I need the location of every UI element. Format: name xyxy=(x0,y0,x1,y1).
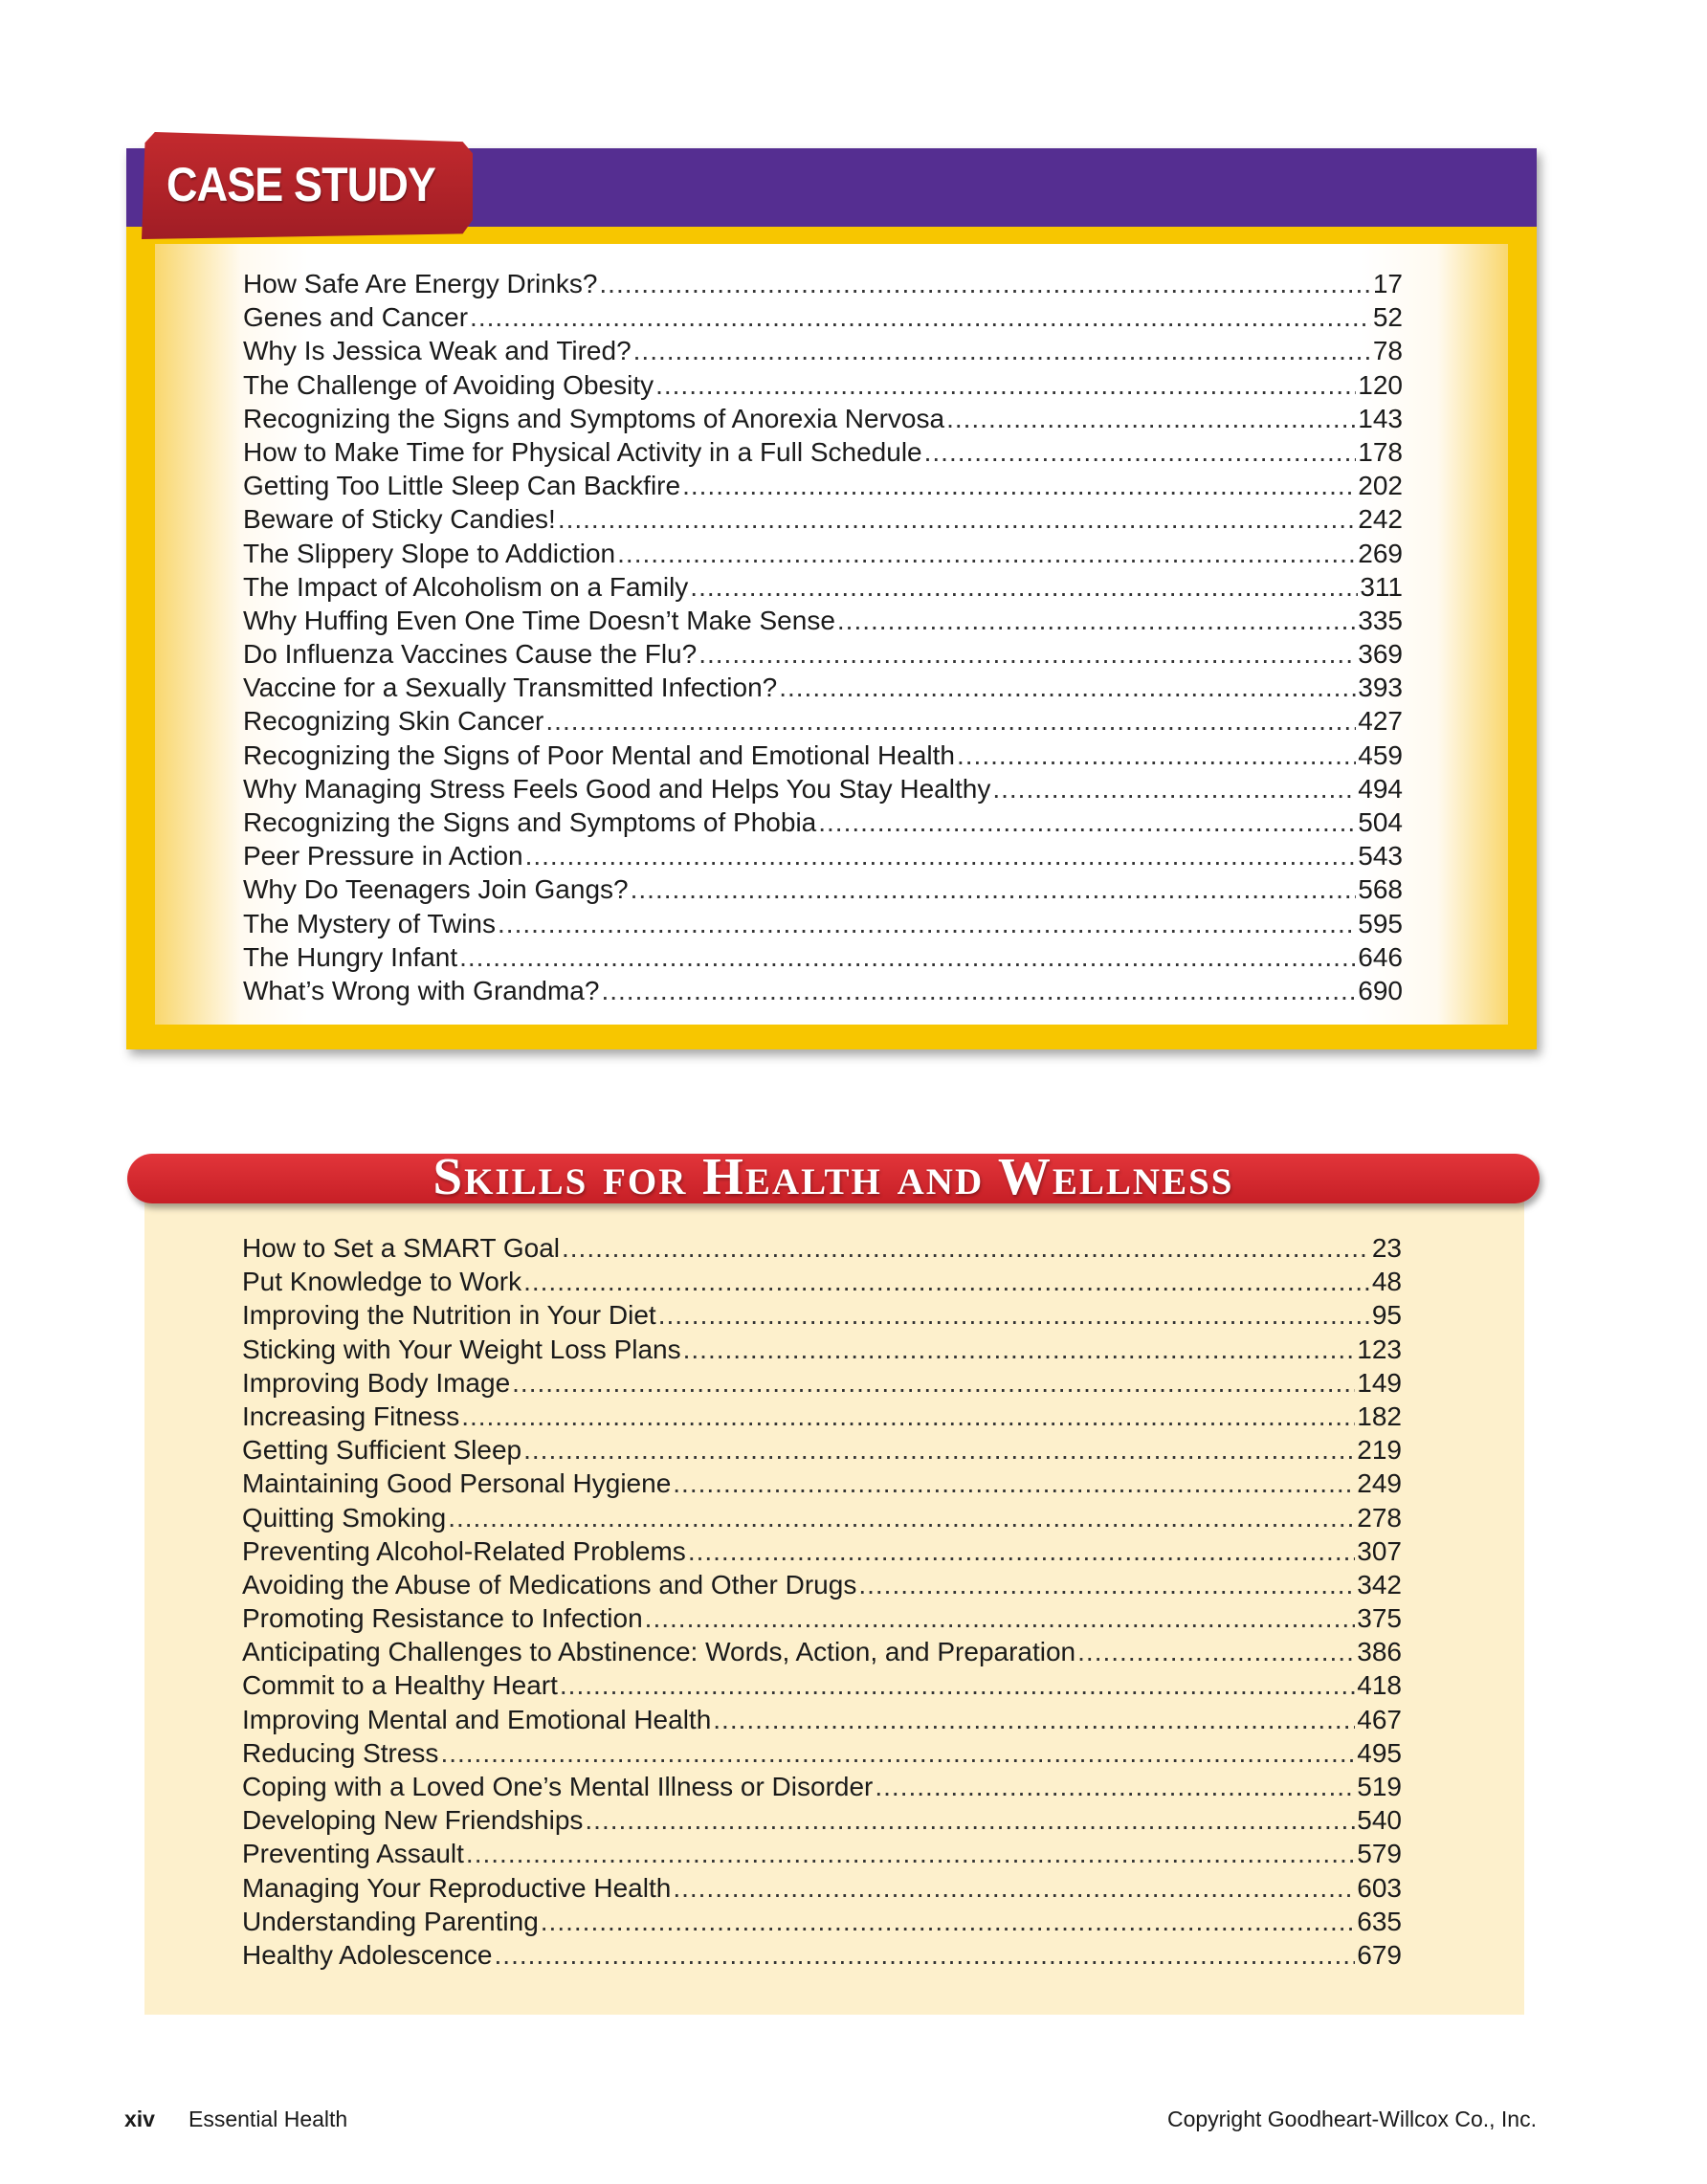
toc-entry-page: 242 xyxy=(1358,504,1403,535)
toc-leader-dots xyxy=(560,1668,1355,1702)
toc-leader-dots xyxy=(683,1333,1356,1366)
toc-entry-title: Promoting Resistance to Infection xyxy=(242,1603,643,1634)
toc-entry-page: 595 xyxy=(1358,908,1403,938)
toc-entry-page: 386 xyxy=(1357,1637,1402,1667)
toc-entry-page: 95 xyxy=(1371,1300,1402,1331)
toc-entry-title: How to Make Time for Physical Activity in a Full Schedule xyxy=(243,436,922,467)
toc-leader-dots xyxy=(818,805,1356,839)
toc-entry xyxy=(243,704,1403,738)
toc-entry-title: Coping with a Loved One’s Mental Illness or Disorder xyxy=(242,1772,874,1801)
skills-list xyxy=(242,1231,1402,1972)
toc-entry-title: Recognizing the Signs and Symptoms of Phobia xyxy=(243,807,817,837)
toc-leader-dots xyxy=(673,1871,1355,1905)
toc-leader-dots xyxy=(633,334,1371,367)
toc-entry-page: 690 xyxy=(1358,975,1403,1005)
toc-leader-dots xyxy=(599,267,1370,300)
toc-entry-page: 249 xyxy=(1357,1468,1402,1499)
toc-entry xyxy=(242,1871,1402,1905)
toc-leader-dots xyxy=(992,772,1356,805)
toc-leader-dots xyxy=(924,435,1357,469)
toc-leader-dots xyxy=(459,940,1356,974)
toc-entry xyxy=(243,502,1403,536)
toc-leader-dots xyxy=(541,1905,1356,1938)
toc-entry-title: Quitting Smoking xyxy=(242,1502,447,1533)
toc-entry xyxy=(242,1333,1402,1366)
toc-leader-dots xyxy=(682,469,1356,502)
toc-leader-dots xyxy=(498,907,1356,940)
toc-entry xyxy=(242,1803,1402,1837)
toc-entry-title: Improving the Nutrition in Your Diet xyxy=(242,1300,656,1331)
toc-entry-page: 182 xyxy=(1357,1401,1402,1431)
toc-entry xyxy=(243,974,1403,1007)
toc-entry-title: Healthy Adolescence xyxy=(242,1939,493,1970)
toc-entry-page: 48 xyxy=(1371,1267,1402,1297)
toc-leader-dots xyxy=(562,1231,1370,1265)
toc-entry xyxy=(242,1265,1402,1298)
toc-leader-dots xyxy=(946,402,1356,435)
toc-entry-page: 52 xyxy=(1372,302,1403,333)
toc-entry xyxy=(242,1703,1402,1736)
toc-leader-dots xyxy=(858,1568,1355,1601)
toc-entry-title: Getting Sufficient Sleep xyxy=(242,1435,522,1466)
toc-entry xyxy=(242,1736,1402,1770)
toc-leader-dots xyxy=(601,974,1356,1007)
toc-entry-title: Why Huffing Even One Time Doesn’t Make Sense xyxy=(243,605,835,635)
book-title: Essential Health xyxy=(188,2107,348,2131)
toc-entry-page: 579 xyxy=(1357,1839,1402,1869)
toc-entry-title: Why Is Jessica Weak and Tired? xyxy=(243,336,632,366)
toc-entry xyxy=(242,1568,1402,1601)
toc-entry xyxy=(243,637,1403,671)
toc-entry-page: 393 xyxy=(1358,673,1403,703)
toc-entry-page: 427 xyxy=(1358,706,1403,737)
toc-leader-dots xyxy=(466,1837,1355,1870)
toc-leader-dots xyxy=(585,1803,1355,1837)
toc-entry xyxy=(243,300,1403,334)
toc-entry-title: Developing New Friendships xyxy=(242,1805,584,1836)
toc-entry-page: 375 xyxy=(1357,1603,1402,1634)
toc-entry-page: 342 xyxy=(1357,1569,1402,1599)
toc-leader-dots xyxy=(525,839,1357,872)
toc-entry-page: 646 xyxy=(1358,941,1403,972)
toc-entry-page: 149 xyxy=(1357,1367,1402,1398)
toc-entry-page: 202 xyxy=(1358,471,1403,501)
toc-entry-title: The Hungry Infant xyxy=(243,941,458,972)
toc-entry-title: How to Set a SMART Goal xyxy=(242,1233,560,1263)
toc-leader-dots xyxy=(688,1534,1355,1568)
toc-entry-page: 679 xyxy=(1357,1939,1402,1970)
toc-entry xyxy=(243,872,1403,906)
toc-entry-title: Avoiding the Abuse of Medications and Other Drugs xyxy=(242,1569,857,1599)
toc-leader-dots xyxy=(495,1938,1356,1972)
toc-entry-title: Put Knowledge to Work xyxy=(242,1267,522,1297)
toc-entry-title: How Safe Are Energy Drinks? xyxy=(243,269,598,298)
toc-entry xyxy=(243,435,1403,469)
toc-entry-title: What’s Wrong with Grandma? xyxy=(243,975,600,1005)
case-study-list xyxy=(243,267,1403,1007)
toc-entry-page: 120 xyxy=(1358,369,1403,400)
toc-leader-dots xyxy=(713,1703,1355,1736)
toc-entry xyxy=(242,1601,1402,1635)
toc-entry-title: Increasing Fitness xyxy=(242,1401,460,1431)
toc-entry xyxy=(242,1635,1402,1668)
toc-entry xyxy=(243,604,1403,637)
toc-entry xyxy=(243,334,1403,367)
toc-leader-dots xyxy=(448,1501,1355,1534)
toc-entry-page: 635 xyxy=(1357,1906,1402,1936)
toc-entry xyxy=(242,1501,1402,1534)
toc-leader-dots xyxy=(631,872,1357,906)
toc-entry-page: 467 xyxy=(1357,1704,1402,1734)
toc-entry-title: Recognizing the Signs and Symptoms of Anorexia Nervosa xyxy=(243,403,945,433)
toc-leader-dots xyxy=(655,368,1356,402)
toc-entry-title: The Impact of Alcoholism on a Family xyxy=(243,571,689,602)
toc-entry-title: Genes and Cancer xyxy=(243,302,469,333)
toc-entry-title: Sticking with Your Weight Loss Plans xyxy=(242,1334,681,1364)
toc-entry-title: The Mystery of Twins xyxy=(243,908,497,938)
toc-entry-page: 543 xyxy=(1358,841,1403,871)
page-number: xiv xyxy=(124,2107,155,2131)
copyright-notice: Copyright Goodheart-Willcox Co., Inc. xyxy=(1166,2107,1537,2131)
toc-leader-dots xyxy=(523,1433,1355,1467)
toc-entry xyxy=(242,1467,1402,1500)
toc-leader-dots xyxy=(545,704,1356,738)
toc-leader-dots xyxy=(470,300,1371,334)
toc-entry xyxy=(243,671,1403,704)
toc-entry-title: The Slippery Slope to Addiction xyxy=(243,538,616,568)
toc-entry xyxy=(242,1400,1402,1433)
toc-entry-title: Managing Your Reproductive Health xyxy=(242,1872,672,1903)
toc-entry xyxy=(242,1837,1402,1870)
toc-entry-title: Getting Too Little Sleep Can Backfire xyxy=(243,471,681,501)
toc-entry xyxy=(243,907,1403,940)
toc-entry xyxy=(243,267,1403,300)
case-study-title: CASE STUDY xyxy=(166,158,436,211)
toc-entry-title: The Challenge of Avoiding Obesity xyxy=(243,369,654,400)
toc-entry xyxy=(242,1668,1402,1702)
toc-leader-dots xyxy=(658,1298,1370,1332)
toc-entry-page: 568 xyxy=(1358,874,1403,905)
toc-entry-title: Recognizing the Signs of Poor Mental and Emotional Health xyxy=(243,739,955,770)
toc-entry-page: 307 xyxy=(1357,1535,1402,1566)
toc-entry-title: Reducing Stress xyxy=(242,1737,439,1768)
toc-leader-dots xyxy=(461,1400,1355,1433)
toc-leader-dots xyxy=(673,1467,1355,1500)
toc-leader-dots xyxy=(957,739,1356,772)
toc-leader-dots xyxy=(617,537,1356,570)
toc-entry-page: 17 xyxy=(1372,269,1403,298)
toc-entry xyxy=(243,772,1403,805)
toc-entry-title: Vaccine for a Sexually Transmitted Infection? xyxy=(243,673,778,703)
toc-entry-title: Maintaining Good Personal Hygiene xyxy=(242,1468,672,1499)
toc-entry xyxy=(243,537,1403,570)
toc-entry-page: 269 xyxy=(1358,538,1403,568)
toc-leader-dots xyxy=(698,637,1356,671)
toc-entry-page: 78 xyxy=(1372,336,1403,366)
toc-entry-page: 123 xyxy=(1357,1334,1402,1364)
toc-entry xyxy=(243,402,1403,435)
toc-entry-page: 311 xyxy=(1360,571,1403,602)
toc-entry-title: Why Managing Stress Feels Good and Helps You Stay Healthy xyxy=(243,773,991,804)
toc-entry-page: 519 xyxy=(1357,1772,1402,1801)
toc-entry-page: 335 xyxy=(1358,605,1403,635)
toc-entry-page: 219 xyxy=(1357,1435,1402,1466)
toc-leader-dots xyxy=(512,1366,1355,1400)
toc-entry-title: Improving Mental and Emotional Health xyxy=(242,1704,712,1734)
toc-entry xyxy=(242,1905,1402,1938)
toc-entry-title: Why Do Teenagers Join Gangs? xyxy=(243,874,629,905)
toc-entry xyxy=(243,805,1403,839)
toc-entry-page: 23 xyxy=(1371,1233,1402,1263)
toc-leader-dots xyxy=(779,671,1356,704)
toc-entry-page: 178 xyxy=(1358,436,1403,467)
toc-leader-dots xyxy=(558,502,1356,536)
toc-entry-page: 418 xyxy=(1357,1670,1402,1701)
toc-entry-title: Peer Pressure in Action xyxy=(243,841,523,871)
toc-leader-dots xyxy=(645,1601,1356,1635)
toc-entry xyxy=(242,1298,1402,1332)
toc-entry xyxy=(243,570,1403,604)
skills-title: Skills for Health and Wellness xyxy=(432,1147,1234,1205)
toc-leader-dots xyxy=(1077,1635,1355,1668)
toc-entry xyxy=(242,1433,1402,1467)
toc-leader-dots xyxy=(523,1265,1370,1298)
toc-entry xyxy=(242,1366,1402,1400)
toc-entry xyxy=(242,1231,1402,1265)
toc-entry-page: 495 xyxy=(1357,1737,1402,1768)
toc-entry-page: 369 xyxy=(1358,639,1403,670)
toc-entry-page: 494 xyxy=(1358,773,1403,804)
toc-entry-title: Beware of Sticky Candies! xyxy=(243,504,556,535)
toc-entry-page: 278 xyxy=(1357,1502,1402,1533)
toc-entry xyxy=(243,940,1403,974)
toc-entry xyxy=(242,1938,1402,1972)
toc-entry-title: Understanding Parenting xyxy=(242,1906,539,1936)
toc-entry xyxy=(243,469,1403,502)
toc-entry-title: Preventing Assault xyxy=(242,1839,464,1869)
toc-entry-page: 504 xyxy=(1358,807,1403,837)
toc-entry-title: Improving Body Image xyxy=(242,1367,511,1398)
toc-entry-title: Recognizing Skin Cancer xyxy=(243,706,544,737)
toc-leader-dots xyxy=(690,570,1358,604)
toc-entry-title: Preventing Alcohol-Related Problems xyxy=(242,1535,686,1566)
toc-entry-title: Do Influenza Vaccines Cause the Flu? xyxy=(243,639,698,670)
toc-entry-page: 540 xyxy=(1357,1805,1402,1836)
toc-entry xyxy=(243,739,1403,772)
toc-entry xyxy=(243,839,1403,872)
toc-entry-title: Commit to a Healthy Heart xyxy=(242,1670,558,1701)
toc-entry-page: 459 xyxy=(1358,739,1403,770)
toc-entry xyxy=(242,1770,1402,1803)
toc-leader-dots xyxy=(875,1770,1355,1803)
toc-entry-title: Anticipating Challenges to Abstinence: Words, Action, and Preparation xyxy=(242,1637,1076,1667)
toc-entry-page: 603 xyxy=(1357,1872,1402,1903)
toc-entry xyxy=(242,1534,1402,1568)
toc-leader-dots xyxy=(837,604,1356,637)
toc-entry xyxy=(243,368,1403,402)
toc-leader-dots xyxy=(440,1736,1355,1770)
toc-entry-page: 143 xyxy=(1358,403,1403,433)
